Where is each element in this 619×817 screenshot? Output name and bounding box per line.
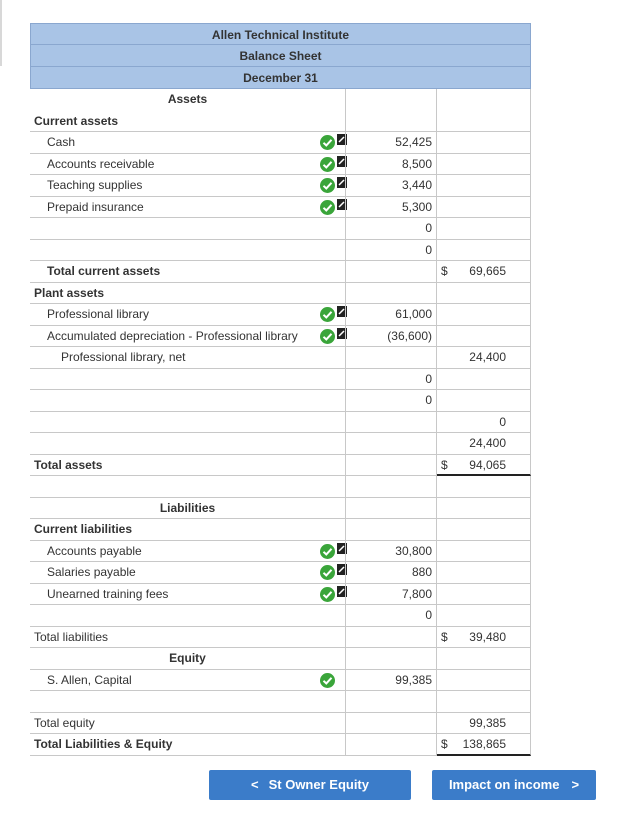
row-marks [320, 154, 345, 176]
row-label[interactable]: Current assets [30, 111, 345, 133]
row-label: Equity [30, 648, 345, 670]
sheet-row [30, 627, 531, 649]
amount-cell [345, 89, 437, 111]
row-label[interactable]: Total assets [30, 455, 345, 477]
row-label[interactable]: Total current assets [30, 261, 345, 283]
total-cell[interactable] [437, 519, 531, 541]
total-cell[interactable] [437, 261, 531, 283]
total-cell[interactable] [437, 584, 531, 606]
dollar-sign: $ [441, 457, 448, 472]
sheet-row [30, 89, 531, 111]
blank-row [30, 476, 531, 498]
amount-cell[interactable] [345, 111, 437, 133]
row-label[interactable]: Prepaid insurance [30, 197, 345, 219]
sheet-row [30, 541, 531, 563]
total-cell[interactable] [437, 412, 531, 434]
row-label[interactable]: Accounts payable [30, 541, 345, 563]
row-marks [320, 132, 345, 154]
chevron-right-icon: > [571, 777, 580, 792]
amount-cell[interactable] [345, 713, 437, 735]
total-cell[interactable] [437, 218, 531, 240]
row-marks [320, 584, 345, 606]
sheet-row [30, 154, 531, 176]
row-label[interactable] [30, 369, 345, 391]
row-label: Liabilities [30, 498, 345, 520]
total-cell[interactable] [437, 562, 531, 584]
sheet-row [30, 347, 531, 369]
row-label[interactable]: Current liabilities [30, 519, 345, 541]
sheet-row [30, 498, 531, 520]
company-name: Allen Technical Institute [30, 23, 531, 45]
total-value: 24,400 [469, 350, 506, 364]
checkmark-icon [320, 329, 335, 344]
blank-row [30, 433, 531, 455]
amount-cell[interactable] [345, 283, 437, 305]
total-value: 24,400 [469, 436, 506, 450]
checkmark-icon [320, 157, 335, 172]
total-value: 69,665 [469, 264, 506, 278]
amount-cell[interactable] [345, 455, 437, 477]
row-label[interactable]: S. Allen, Capital [30, 670, 345, 692]
sheet-row [30, 111, 531, 133]
amount-cell[interactable] [345, 261, 437, 283]
row-marks [320, 326, 345, 348]
total-cell[interactable] [437, 283, 531, 305]
back-button[interactable] [209, 770, 411, 800]
sheet-row [30, 713, 531, 735]
amount-cell[interactable]: 0 [345, 240, 437, 262]
sheet-row [30, 175, 531, 197]
row-label[interactable]: Cash [30, 132, 345, 154]
row-marks [320, 670, 345, 692]
back-button-content [209, 770, 411, 800]
total-cell[interactable] [437, 455, 531, 477]
sheet-row [30, 132, 531, 154]
row-label[interactable]: Accounts receivable [30, 154, 345, 176]
row-label[interactable]: Total Liabilities & Equity [30, 734, 345, 756]
sheet-row [30, 261, 531, 283]
amount-cell[interactable]: 99,385 [345, 670, 437, 692]
row-marks [320, 562, 345, 584]
total-value: 0 [499, 414, 506, 429]
checkmark-icon [320, 587, 335, 602]
total-cell[interactable] [437, 541, 531, 563]
total-cell [437, 498, 531, 520]
sheet-row [30, 734, 531, 756]
amount-cell[interactable]: 0 [345, 369, 437, 391]
amount-cell[interactable] [345, 476, 437, 498]
row-label[interactable]: Teaching supplies [30, 175, 345, 197]
amount-cell[interactable] [345, 519, 437, 541]
sheet-row [30, 519, 531, 541]
next-button[interactable] [432, 770, 596, 800]
total-cell[interactable] [437, 154, 531, 176]
row-label: Assets [167, 92, 208, 106]
row-label[interactable] [30, 412, 345, 434]
blank-row [30, 605, 531, 627]
dollar-sign: $ [441, 737, 448, 751]
total-cell[interactable] [437, 691, 531, 713]
amount-cell[interactable]: 880 [345, 562, 437, 584]
row-marks [320, 304, 345, 326]
back-button-label: St Owner Equity [268, 777, 369, 792]
total-cell[interactable] [437, 605, 531, 627]
checkmark-icon [320, 178, 335, 193]
amount-cell[interactable]: 5,300 [345, 197, 437, 219]
total-cell[interactable] [437, 111, 531, 133]
sheet-row [30, 304, 531, 326]
checkmark-icon [320, 544, 335, 559]
amount-cell[interactable]: 52,425 [345, 132, 437, 154]
total-cell[interactable] [437, 197, 531, 219]
row-label[interactable] [30, 691, 345, 713]
total-cell[interactable] [437, 433, 531, 455]
checkmark-icon [320, 565, 335, 580]
total-cell[interactable] [437, 304, 531, 326]
next-button-content [432, 770, 596, 800]
row-label[interactable]: Professional library [30, 304, 345, 326]
amount-cell[interactable] [345, 433, 437, 455]
row-label[interactable] [30, 390, 345, 412]
checkmark-icon [320, 307, 335, 322]
row-marks [320, 175, 345, 197]
row-label[interactable] [30, 240, 345, 262]
amount-cell [345, 498, 437, 520]
total-cell [437, 89, 531, 111]
row-label[interactable]: Salaries payable [30, 562, 345, 584]
blank-row [30, 412, 531, 434]
dollar-sign: $ [441, 264, 448, 278]
row-label[interactable] [30, 218, 345, 240]
amount-cell[interactable] [345, 412, 437, 434]
total-cell [437, 648, 531, 670]
row-marks [320, 197, 345, 219]
next-button-label: Impact on income [448, 777, 560, 792]
amount-cell[interactable] [345, 691, 437, 713]
row-label[interactable]: Plant assets [30, 283, 345, 305]
sheet-row [30, 326, 531, 348]
amount-cell[interactable]: 61,000 [345, 304, 437, 326]
amount-cell[interactable]: 8,500 [345, 154, 437, 176]
amount-cell[interactable]: 30,800 [345, 541, 437, 563]
chevron-left-icon: < [251, 777, 259, 792]
amount-cell[interactable]: 0 [345, 605, 437, 627]
row-label[interactable]: Total liabilities [30, 627, 345, 649]
balance-sheet [30, 23, 531, 756]
sheet-row [30, 648, 531, 670]
sheet-row [30, 562, 531, 584]
row-label[interactable]: Total equity [30, 713, 345, 735]
blank-row [30, 218, 531, 240]
sheet-row [30, 197, 531, 219]
amount-cell[interactable]: 3,440 [345, 175, 437, 197]
total-cell[interactable] [437, 476, 531, 498]
statement-title: Balance Sheet [30, 45, 531, 67]
amount-cell[interactable]: 7,800 [345, 584, 437, 606]
sheet-rows [30, 89, 531, 756]
checkmark-icon [320, 135, 335, 150]
row-label[interactable]: Professional library, net [30, 347, 345, 369]
amount-cell[interactable]: (36,600) [345, 326, 437, 348]
row-label[interactable]: Unearned training fees [30, 584, 345, 606]
row-label[interactable] [30, 433, 345, 455]
row-label[interactable] [30, 605, 345, 627]
amount-cell[interactable]: 0 [345, 218, 437, 240]
amount-cell [345, 648, 437, 670]
total-cell[interactable] [437, 369, 531, 391]
row-label[interactable]: Accumulated depreciation - Professional library [30, 326, 345, 348]
total-cell[interactable] [437, 132, 531, 154]
total-cell[interactable] [437, 670, 531, 692]
sheet-row [30, 455, 531, 477]
total-cell[interactable] [437, 390, 531, 412]
amount-cell[interactable] [345, 627, 437, 649]
row-label[interactable] [30, 476, 345, 498]
total-cell[interactable] [437, 734, 531, 756]
total-cell[interactable] [437, 326, 531, 348]
sheet-row [30, 283, 531, 305]
amount-cell[interactable]: 0 [345, 390, 437, 412]
sheet-row [30, 670, 531, 692]
total-value: 39,480 [469, 629, 506, 644]
total-cell[interactable] [437, 713, 531, 735]
left-edge-bar [0, 0, 2, 66]
amount-cell[interactable] [345, 734, 437, 756]
dollar-sign: $ [441, 629, 448, 644]
blank-row [30, 369, 531, 391]
total-cell[interactable] [437, 627, 531, 649]
sheet-row [30, 584, 531, 606]
total-value: 99,385 [469, 715, 506, 730]
amount-cell[interactable] [345, 347, 437, 369]
blank-row [30, 390, 531, 412]
statement-date: December 31 [30, 67, 531, 89]
total-cell[interactable] [437, 175, 531, 197]
row-marks [320, 541, 345, 563]
total-cell[interactable] [437, 240, 531, 262]
total-value: 94,065 [469, 457, 506, 472]
blank-row [30, 691, 531, 713]
total-value: 138,865 [462, 737, 506, 751]
blank-row [30, 240, 531, 262]
checkmark-icon [320, 673, 335, 688]
total-cell[interactable] [437, 347, 531, 369]
checkmark-icon [320, 200, 335, 215]
